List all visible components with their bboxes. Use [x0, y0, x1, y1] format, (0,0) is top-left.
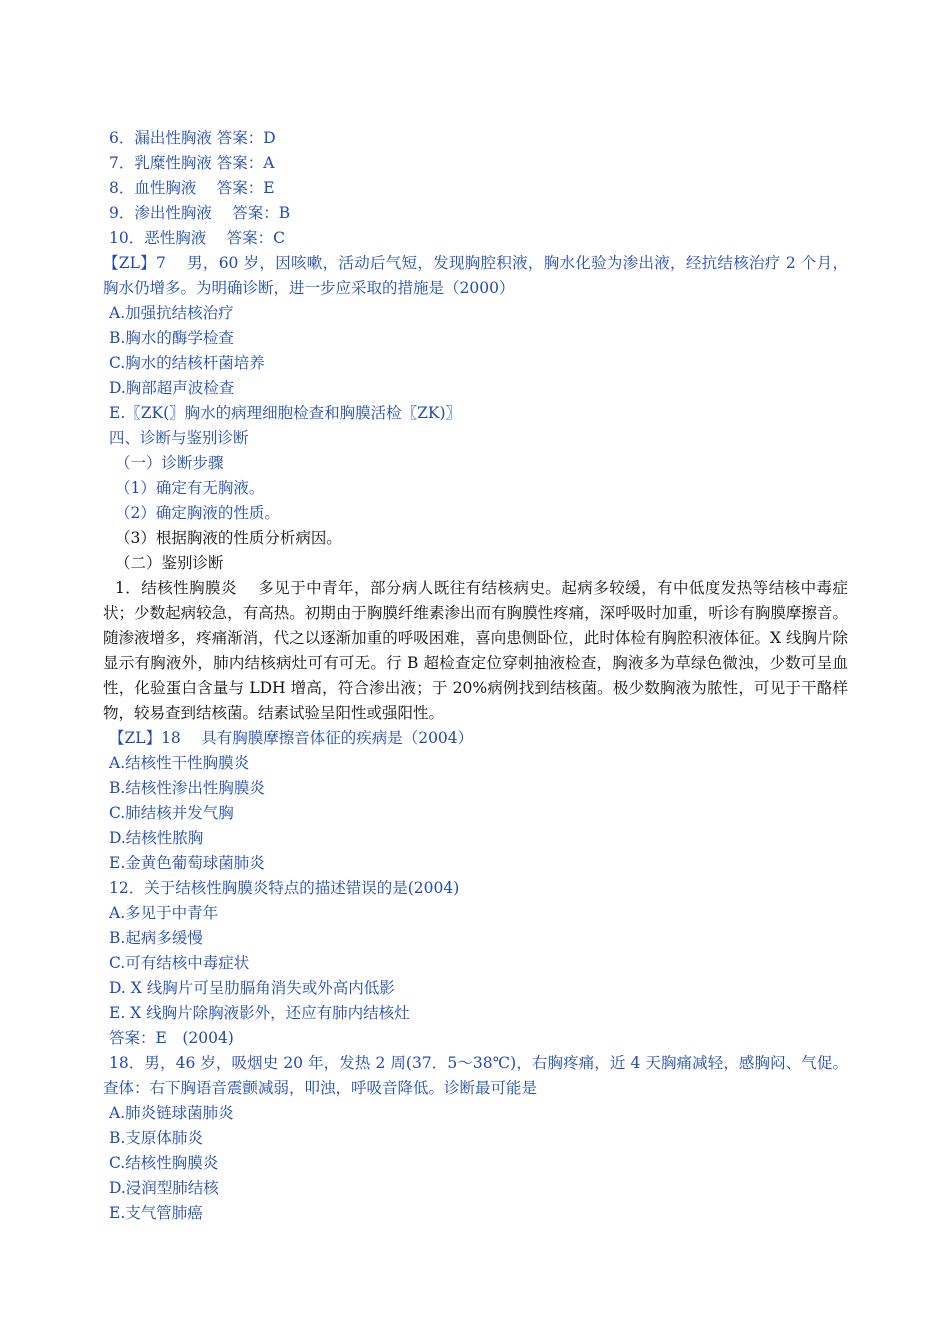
- option-d: D. X 线胸片可呈肋膈角消失或外高内低影: [109, 979, 395, 997]
- document-body: [103, 126, 848, 1226]
- option-e: E.支气管肺癌: [109, 1204, 203, 1222]
- question-12: 12．关于结核性胸膜炎特点的描述错误的是(2004): [109, 879, 460, 897]
- subheading-diagnosis-steps: （一）诊断步骤: [115, 454, 224, 472]
- answer-line: 答案：E (2004): [109, 1029, 234, 1047]
- option-c: C.胸水的结核杆菌培养: [109, 354, 265, 372]
- section-heading-diagnosis: 四、诊断与鉴别诊断: [109, 429, 249, 447]
- option-a: A.加强抗结核治疗: [109, 304, 234, 322]
- answer-line-7: 7．乳糜性胸液 答案：A: [109, 154, 275, 172]
- option-c: C.结核性胸膜炎: [109, 1154, 219, 1172]
- subheading-differential: （二）鉴别诊断: [115, 554, 224, 572]
- answer-line-8: 8．血性胸液 答案：E: [109, 179, 275, 197]
- option-b: B.胸水的酶学检查: [109, 329, 234, 347]
- option-b: B.支原体肺炎: [109, 1129, 203, 1147]
- question-18: 18．男，46 岁，吸烟史 20 年，发热 2 周(37．5～38℃)，右胸疼痛，近 4 天胸痛减轻，感胸闷、气促。查体：右下胸语音震颤减弱，叩浊，呼吸音降低。诊断最可能是: [103, 1054, 848, 1097]
- option-a: A.肺炎链球菌肺炎: [109, 1104, 234, 1122]
- option-e: E. X 线胸片除胸液影外，还应有肺内结核灶: [109, 1004, 410, 1022]
- option-d: D.胸部超声波检查: [109, 379, 235, 397]
- option-d: D.结核性脓胸: [109, 829, 204, 847]
- step-3: （3）根据胸液的性质分析病因。: [115, 529, 342, 547]
- option-a: A.多见于中青年: [109, 904, 219, 922]
- answer-line-10: 10．恶性胸液 答案：C: [109, 229, 286, 247]
- question-zl-7: 【ZL】7 男，60 岁，因咳嗽，活动后气短，发现胸腔积液，胸水化验为渗出液，经抗结核治疗 2 个月，胸水仍增多。为明确诊断，进一步应采取的措施是（2000）: [103, 254, 848, 297]
- question-zl-18: 【ZL】18 具有胸膜摩擦音体征的疾病是（2004）: [109, 729, 474, 747]
- option-c: C.肺结核并发气胸: [109, 804, 234, 822]
- option-c: C.可有结核中毒症状: [109, 954, 250, 972]
- option-b: B.结核性渗出性胸膜炎: [109, 779, 265, 797]
- answer-line-9: 9．渗出性胸液 答案：B: [109, 204, 291, 222]
- option-a: A.结核性干性胸膜炎: [109, 754, 250, 772]
- step-2: （2）确定胸液的性质。: [115, 504, 280, 522]
- step-1: （1）确定有无胸液。: [115, 479, 265, 497]
- option-d: D.浸润型肺结核: [109, 1179, 219, 1197]
- option-e: E.金黄色葡萄球菌肺炎: [109, 854, 265, 872]
- option-e: E.〖ZK(〗胸水的病理细胞检查和胸膜活检〖ZK)〗: [109, 404, 462, 422]
- paragraph-tuberculous-pleurisy: 1．结核性胸膜炎 多见于中青年，部分病人既往有结核病史。起病多较缓，有中低度发热等结核中毒症状；少数起病较急，有高热。初期由于胸膜纤维素渗出而有胸膜性疼痛，深呼吸时加重，听诊有胸膜摩擦音。随渗液增多，疼痛渐消，代之以逐渐加重的呼吸困难，喜向患侧卧位，此时体检有胸腔积液体征。X 线胸片除显示有胸液外，肺内结核病灶可有可无。行 B 超检查定位穿刺抽液检查，胸液多为草绿色微浊，少数可呈血性，化验蛋白含量与 LDH 增高，符合渗出液；于 20%病例找到结核菌。极少数胸液为脓性，可见于干酪样物，较易查到结核菌。结素试验呈阳性或强阳性。: [103, 579, 848, 722]
- option-b: B.起病多缓慢: [109, 929, 203, 947]
- answer-line-6: 6．漏出性胸液 答案：D: [109, 129, 276, 147]
